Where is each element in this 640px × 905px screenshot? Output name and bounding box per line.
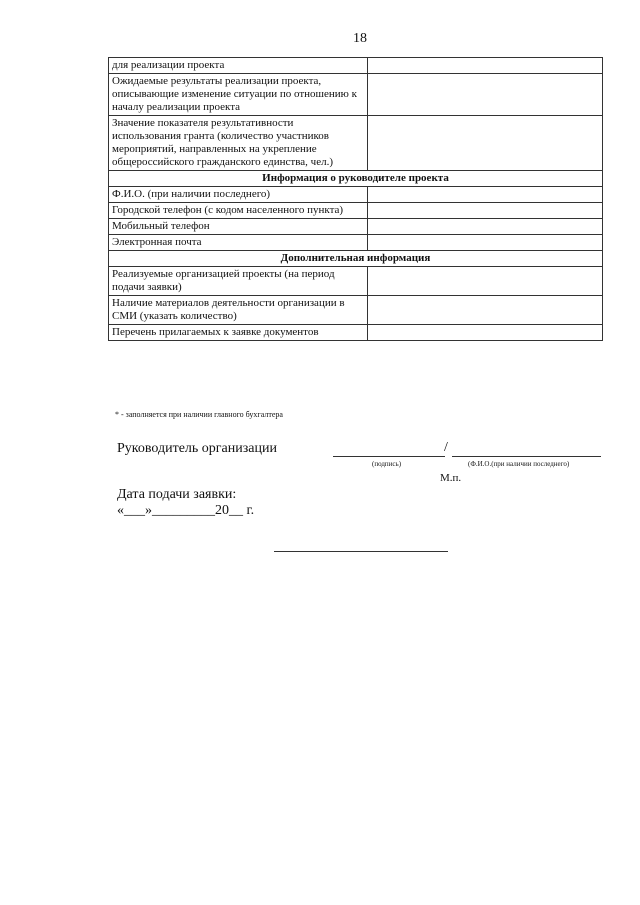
row-value-cell[interactable] xyxy=(368,267,603,296)
row-label: Наличие материалов деятельности организации в СМИ (указать количество) xyxy=(109,296,368,325)
table-row xyxy=(109,74,603,116)
section-header: Информация о руководителе проекта xyxy=(109,171,603,187)
footnote: * - заполняется при наличии главного бухгалтера xyxy=(115,410,283,419)
table-row xyxy=(109,187,603,203)
section-header-row xyxy=(109,171,603,187)
row-value-cell[interactable] xyxy=(368,235,603,251)
row-value-cell[interactable] xyxy=(368,187,603,203)
row-value-cell[interactable] xyxy=(368,219,603,235)
row-label: Значение показателя результативности использования гранта (количество участников мероприятий, направленных на укрепление общероссийского гражданского единства, чел.) xyxy=(109,116,368,171)
fio-line xyxy=(452,456,601,457)
bottom-rule xyxy=(274,551,448,552)
page-number: 18 xyxy=(353,31,367,46)
table-row xyxy=(109,325,603,341)
row-value-cell[interactable] xyxy=(368,74,603,116)
fio-caption: (Ф.И.О.(при наличии последнего) xyxy=(468,460,570,468)
row-label: Перечень прилагаемых к заявке документов xyxy=(109,325,368,341)
submission-date-line: «___»_________20__ г. xyxy=(117,503,255,518)
table-row xyxy=(109,219,603,235)
table-row xyxy=(109,58,603,74)
table-row xyxy=(109,203,603,219)
section-header-row xyxy=(109,251,603,267)
row-label: Ф.И.О. (при наличии последнего) xyxy=(109,187,368,203)
stamp-mark: М.п. xyxy=(440,472,462,484)
application-form-table xyxy=(108,57,603,341)
section-header: Дополнительная информация xyxy=(109,251,603,267)
row-value-cell[interactable] xyxy=(368,203,603,219)
signature-slash: / xyxy=(444,440,448,455)
row-label: Ожидаемые результаты реализации проекта, описывающие изменение ситуации по отношению к началу реализации проекта xyxy=(109,74,368,116)
row-label: для реализации проекта xyxy=(109,58,368,74)
signature-line xyxy=(333,456,445,457)
table-row xyxy=(109,296,603,325)
row-label: Реализуемые организацией проекты (на период подачи заявки) xyxy=(109,267,368,296)
row-value-cell[interactable] xyxy=(368,116,603,171)
table-row xyxy=(109,116,603,171)
row-label: Электронная почта xyxy=(109,235,368,251)
submission-date-label: Дата подачи заявки: xyxy=(117,487,237,502)
head-of-organization-label: Руководитель организации xyxy=(117,441,277,456)
row-label: Городской телефон (с кодом населенного пункта) xyxy=(109,203,368,219)
row-value-cell[interactable] xyxy=(368,58,603,74)
table-row xyxy=(109,235,603,251)
signature-caption: (подпись) xyxy=(372,460,402,468)
row-value-cell[interactable] xyxy=(368,325,603,341)
table-row xyxy=(109,267,603,296)
row-value-cell[interactable] xyxy=(368,296,603,325)
row-label: Мобильный телефон xyxy=(109,219,368,235)
